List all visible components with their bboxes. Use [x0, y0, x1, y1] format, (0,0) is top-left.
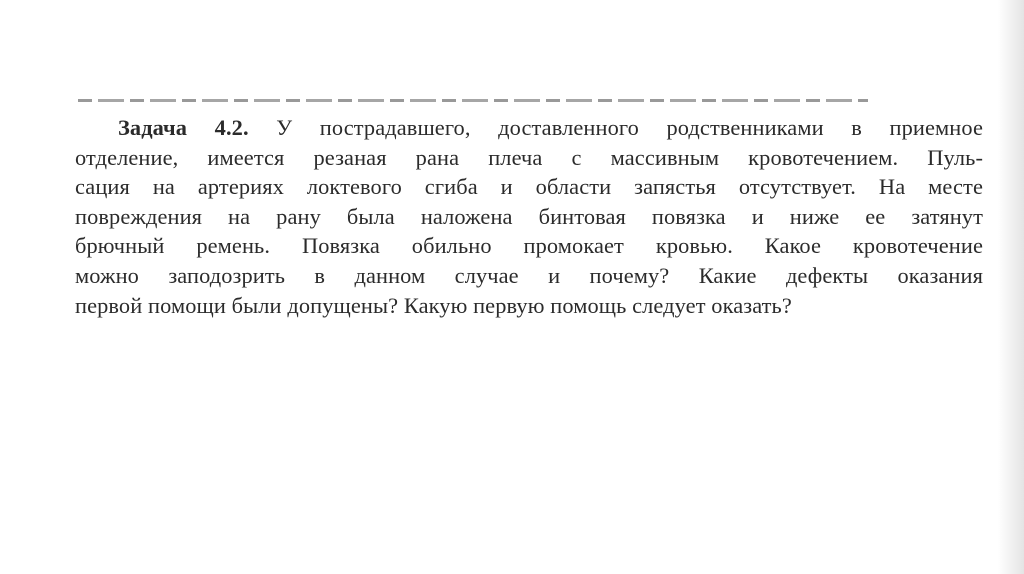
task-line-2: отделение, имеется резаная рана плеча с массивным кровотечением. Пуль- [75, 144, 983, 170]
task-line-7: первой помощи были допущены? Какую первую помощь следует оказать? [75, 292, 792, 318]
task-paragraph [75, 113, 983, 320]
cropped-previous-text-line [78, 96, 868, 102]
task-line-6: можно заподозрить в данном случае и почему? Какие дефекты оказания [75, 262, 983, 288]
task-line-1-text: У пострадавшего, доставленного родственниками в приемное [248, 115, 983, 140]
task-line-5: брючный ремень. Повязка обильно промокает кровью. Какое кровотечение [75, 233, 983, 259]
task-label: Задача 4.2. [118, 115, 249, 140]
page-edge-shadow [998, 0, 1024, 574]
task-line-3: сация на артериях локтевого сгиба и области запястья отсутствует. На месте [75, 174, 983, 200]
task-line-4: повреждения на рану была наложена бинтовая повязка и ниже ее затянут [75, 203, 983, 229]
task-line-1 [75, 113, 983, 143]
